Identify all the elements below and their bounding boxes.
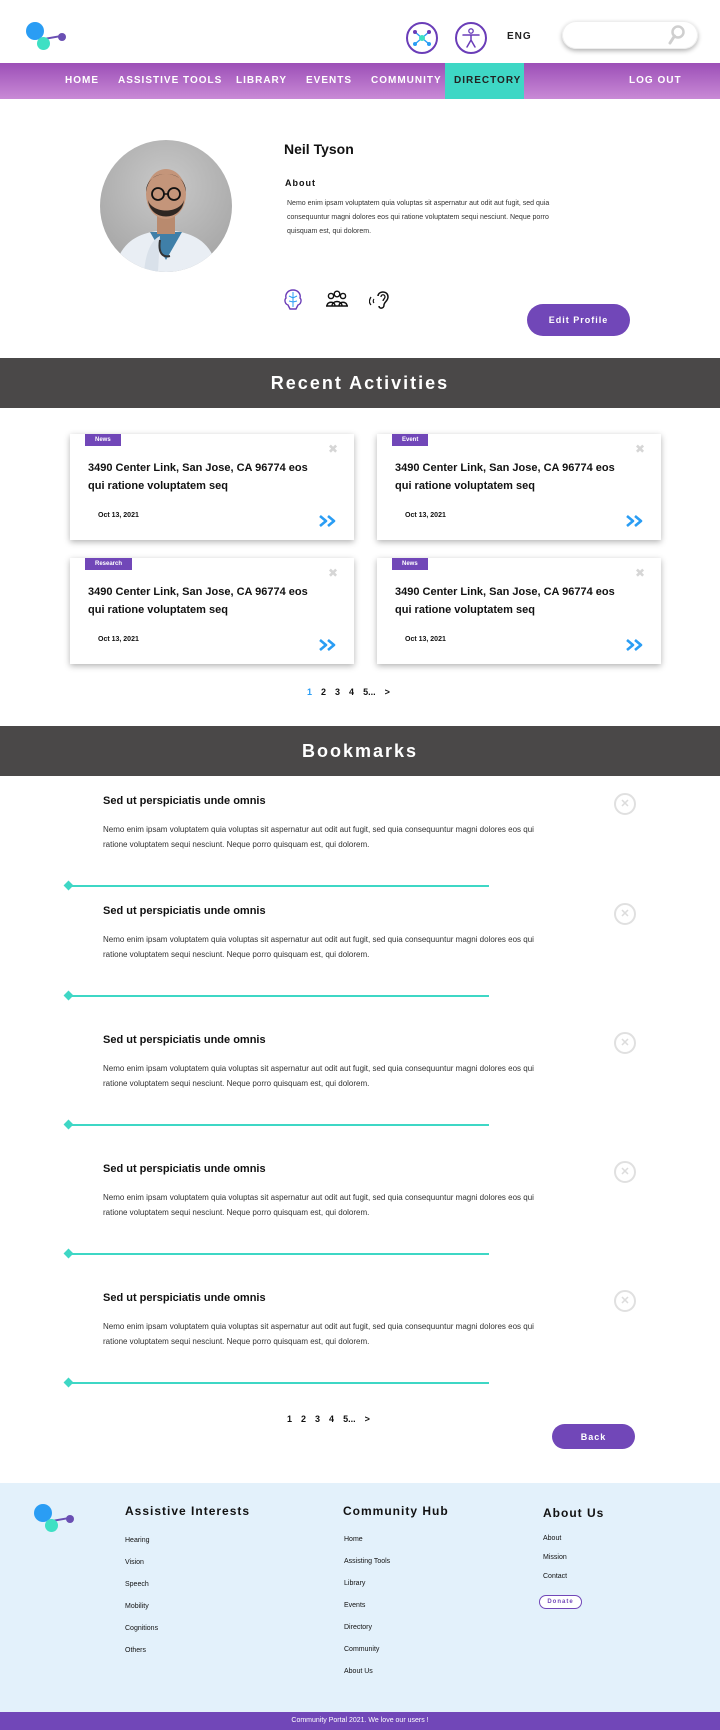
page-3[interactable]: 3	[315, 1414, 321, 1424]
page-5-more[interactable]: 5...	[363, 687, 376, 697]
double-chevron-right-icon[interactable]	[318, 514, 338, 528]
page-4[interactable]: 4	[329, 1414, 335, 1424]
footer-link-mobility[interactable]: Mobility	[125, 1603, 149, 1610]
remove-bookmark-icon[interactable]: ✕	[614, 793, 636, 815]
activity-tag: Research	[85, 558, 132, 570]
logout-link[interactable]: LOG OUT	[629, 75, 682, 86]
network-icon[interactable]	[406, 22, 438, 54]
bookmark-text: Nemo enim ipsam voluptatem quia voluptas sit aspernatur aut odit aut fugit, sed quia consequuntur magni dolores eos qui ratione voluptatem sequi nesciunt. Neque porro quisquam est, qui dolorem.	[103, 935, 534, 959]
activity-tag: News	[85, 434, 121, 446]
double-chevron-right-icon[interactable]	[625, 638, 645, 652]
search-box[interactable]	[562, 21, 698, 49]
page-2[interactable]: 2	[301, 1414, 307, 1424]
nav-events[interactable]: EVENTS	[306, 75, 353, 86]
nav-community[interactable]: COMMUNITY	[371, 75, 442, 86]
bookmark-title[interactable]: Sed ut perspiciatis unde omnis	[103, 1034, 266, 1046]
about-text: Nemo enim ipsam voluptatem quia voluptas sit aspernatur aut odit aut fugit, sed quia consequuntur magni dolores eos qui ratione voluptatem sequi nesciunt. Neque porro quisquam est, qui dolorem.	[287, 200, 550, 235]
bookmark-divider	[66, 885, 489, 887]
avatar	[100, 140, 232, 272]
footer-link-community[interactable]: Community	[344, 1646, 380, 1653]
hearing-icon	[369, 287, 393, 311]
footer-logo[interactable]	[34, 1504, 78, 1536]
header	[0, 0, 720, 63]
activity-date: Oct 13, 2021	[98, 512, 139, 519]
footer-link-vision[interactable]: Vision	[125, 1559, 144, 1566]
activity-tag: Event	[392, 434, 428, 446]
activity-title: 3490 Center Link, San Jose, CA 96774 eos qui ratione voluptatem seq	[395, 586, 615, 616]
footer-link-speech[interactable]: Speech	[125, 1581, 149, 1588]
double-chevron-right-icon[interactable]	[318, 638, 338, 652]
close-icon[interactable]: ✖	[634, 442, 645, 456]
close-icon[interactable]: ✖	[327, 442, 338, 456]
bookmark-text: Nemo enim ipsam voluptatem quia voluptas sit aspernatur aut odit aut fugit, sed quia consequuntur magni dolores eos qui ratione voluptatem sequi nesciunt. Neque porro quisquam est, qui dolorem.	[103, 1193, 534, 1217]
bookmark-title[interactable]: Sed ut perspiciatis unde omnis	[103, 905, 266, 917]
about-heading: About	[285, 178, 316, 188]
close-icon[interactable]: ✖	[634, 566, 645, 580]
footer-heading-interests: Assistive Interests	[125, 1504, 251, 1518]
footer	[0, 1483, 720, 1712]
copyright: Community Portal 2021. We love our users !	[0, 1712, 720, 1730]
profile-name: Neil Tyson	[284, 141, 354, 157]
activity-date: Oct 13, 2021	[405, 636, 446, 643]
remove-bookmark-icon[interactable]: ✕	[614, 903, 636, 925]
activity-title: 3490 Center Link, San Jose, CA 96774 eos qui ratione voluptatem seq	[88, 586, 308, 616]
footer-heading-about: About Us	[543, 1506, 605, 1520]
next-page[interactable]: >	[364, 1414, 370, 1424]
footer-heading-community: Community Hub	[343, 1504, 449, 1518]
activity-title: 3490 Center Link, San Jose, CA 96774 eos qui ratione voluptatem seq	[395, 462, 615, 492]
next-page[interactable]: >	[384, 687, 390, 697]
activity-card[interactable]	[70, 434, 354, 540]
footer-link-about-us[interactable]: About Us	[344, 1668, 373, 1675]
accessibility-icon[interactable]	[455, 22, 487, 54]
remove-bookmark-icon[interactable]: ✕	[614, 1290, 636, 1312]
activity-date: Oct 13, 2021	[405, 512, 446, 519]
recent-activities-heading: Recent Activities	[0, 358, 720, 408]
search-icon[interactable]	[668, 25, 686, 45]
bookmark-divider	[66, 1124, 489, 1126]
footer-link-events[interactable]: Events	[344, 1602, 366, 1609]
bookmark-text: Nemo enim ipsam voluptatem quia voluptas sit aspernatur aut odit aut fugit, sed quia consequuntur magni dolores eos qui ratione voluptatem sequi nesciunt. Neque porro quisquam est, qui dolorem.	[103, 1322, 534, 1346]
remove-bookmark-icon[interactable]: ✕	[614, 1161, 636, 1183]
page-1[interactable]: 1	[287, 1414, 293, 1424]
back-button[interactable]: Back	[552, 1424, 635, 1449]
site-logo[interactable]	[26, 22, 70, 54]
donate-button[interactable]: Donate	[539, 1595, 582, 1609]
footer-link-contact[interactable]: Contact	[543, 1573, 568, 1580]
bookmark-title[interactable]: Sed ut perspiciatis unde omnis	[103, 1163, 266, 1175]
activities-pagination	[307, 687, 399, 697]
footer-interests-links	[125, 1537, 158, 1669]
page-2[interactable]: 2	[321, 687, 327, 697]
bookmark-text: Nemo enim ipsam voluptatem quia voluptas sit aspernatur aut odit aut fugit, sed quia consequuntur magni dolores eos qui ratione voluptatem sequi nesciunt. Neque porro quisquam est, qui dolorem.	[103, 825, 534, 849]
bookmarks-pagination	[287, 1414, 379, 1424]
footer-link-cognitions[interactable]: Cognitions	[125, 1625, 159, 1632]
bookmark-divider	[66, 1382, 489, 1384]
footer-link-mission[interactable]: Mission	[543, 1554, 567, 1561]
activity-title: 3490 Center Link, San Jose, CA 96774 eos qui ratione voluptatem seq	[88, 462, 308, 492]
bookmark-divider	[66, 1253, 489, 1255]
main-nav	[0, 63, 720, 99]
nav-directory[interactable]: DIRECTORY	[445, 63, 524, 99]
page-1[interactable]: 1	[307, 687, 313, 697]
bookmark-divider	[66, 995, 489, 997]
bookmark-title[interactable]: Sed ut perspiciatis unde omnis	[103, 795, 266, 807]
brain-icon	[281, 287, 305, 311]
activity-tag: News	[392, 558, 428, 570]
page-4[interactable]: 4	[349, 687, 355, 697]
bookmark-text: Nemo enim ipsam voluptatem quia voluptas sit aspernatur aut odit aut fugit, sed quia consequuntur magni dolores eos qui ratione voluptatem sequi nesciunt. Neque porro quisquam est, qui dolorem.	[103, 1064, 534, 1088]
footer-link-others[interactable]: Others	[125, 1647, 147, 1654]
footer-link-assisting-tools[interactable]: Assisting Tools	[344, 1558, 391, 1565]
search-input[interactable]	[574, 27, 664, 43]
footer-about-links	[543, 1535, 567, 1592]
page-5-more[interactable]: 5...	[343, 1414, 356, 1424]
activity-date: Oct 13, 2021	[98, 636, 139, 643]
footer-link-home[interactable]: Home	[344, 1536, 363, 1543]
remove-bookmark-icon[interactable]: ✕	[614, 1032, 636, 1054]
footer-link-library[interactable]: Library	[344, 1580, 366, 1587]
footer-link-about[interactable]: About	[543, 1535, 562, 1542]
bookmarks-heading: Bookmarks	[0, 726, 720, 776]
close-icon[interactable]: ✖	[327, 566, 338, 580]
page-3[interactable]: 3	[335, 687, 341, 697]
language-selector[interactable]: ENG	[507, 31, 532, 42]
activity-card[interactable]	[377, 434, 661, 540]
nav-library[interactable]: LIBRARY	[236, 75, 288, 86]
edit-profile-button[interactable]: Edit Profile	[527, 304, 630, 336]
group-icon	[325, 287, 349, 311]
bookmark-title[interactable]: Sed ut perspiciatis unde omnis	[103, 1292, 266, 1304]
nav-assistive-tools[interactable]: ASSISTIVE TOOLS	[118, 75, 223, 86]
nav-home[interactable]: HOME	[65, 75, 99, 86]
double-chevron-right-icon[interactable]	[625, 514, 645, 528]
footer-link-hearing[interactable]: Hearing	[125, 1537, 150, 1544]
activity-card[interactable]	[377, 558, 661, 664]
footer-link-directory[interactable]: Directory	[344, 1624, 373, 1631]
footer-community-links	[344, 1536, 390, 1690]
activity-card[interactable]	[70, 558, 354, 664]
